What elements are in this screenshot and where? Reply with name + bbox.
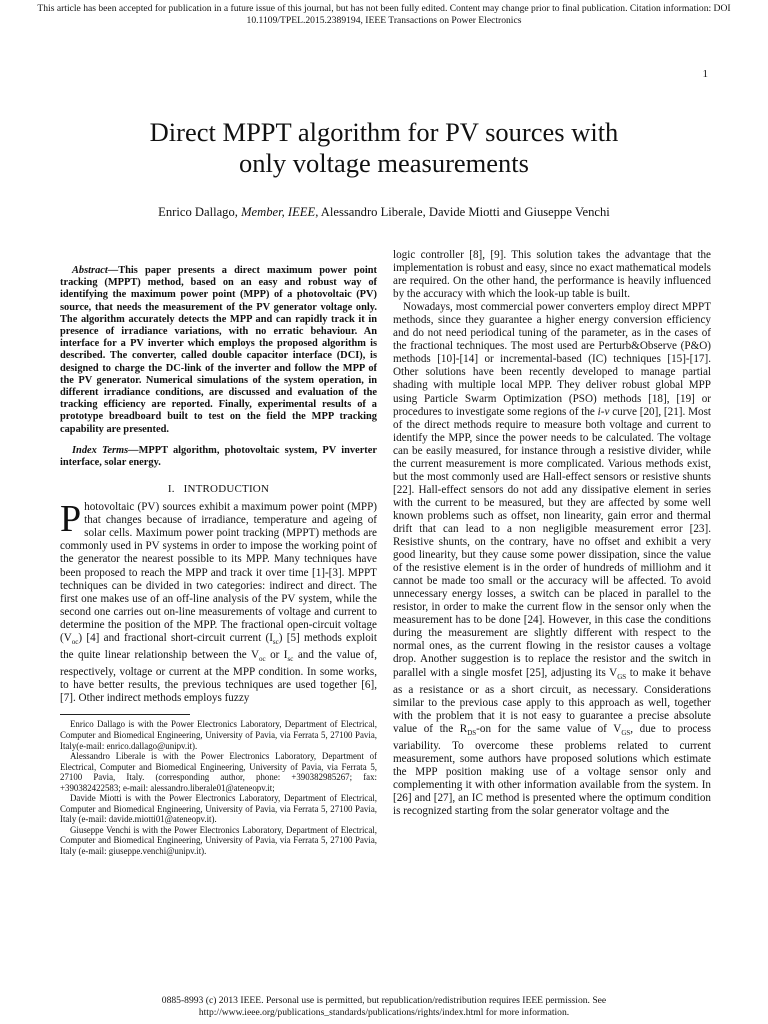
copyright-footer <box>0 995 768 1019</box>
intro-paragraph <box>60 498 378 705</box>
copyright-line1: 0885-8993 (c) 2013 IEEE. Personal use is permitted, but republication/redistribution requires IEEE permission. See <box>161 995 607 1006</box>
index-terms <box>60 445 377 469</box>
index-terms-text: —MPPT algorithm, photovoltaic system, PV inverter interface, solar energy. <box>60 444 377 469</box>
body-paragraph-1: logic controller [8], [9]. This solution takes the advantage that the implementation is robust and easy, since no exact mathematical models are required. On the other hand, the performance is heavily influenced by the accuracy with which the look-up table is built. <box>393 249 711 301</box>
body-text-2: curve [20], [21]. Most of the direct methods require to measure both voltage and current to identify the MPP, since the power needs to be calculated. The voltage can be easily measured, for instance through a resistive divider, while the current measurement is more complicated. Various methods exist, but the most commonly used are Hall-effect sensors or resistive shunts [22]. Hall-effect sensors do not add any dissipative element in series with the current to be measured, but they are affected by some well known problems such as offset, non linearity, gain error and thermal drift that can lead to a non negligible measurement error [23]. Resistive shunts, on the contrary, have no offset and exhibit a very good linearity, but they cause some power dissipation, since the value of the resistive element is in the order of hundreds of milliohm and it cannot be made too small or the accuracy will be affected. To avoid unnecessary energy losses, a switch can be placed in parallel to the resistor, in order to make the current flow in the sensor only when the measurement has to be done [24]. However, in this case the conditions during the measurement are slightly different with respect to the normal ones, as the current flowing in the resistor causes a voltage drop. Another suggestion is to replace the resistor and the switch in parallel with a single mosfet [25], adjusting its V <box>393 405 711 679</box>
body-text-5: , due to process variability. To overcome these problems related to current measurement, some authors have proposed solutions which estimate the MPP position making use of a voltage sensor only and complementing it with other information available from the system. In [26] and [27], an IC method is presented where the optimum condition is recognized starting from the solar generator voltage and the <box>393 722 711 818</box>
publication-notice-line1: This article has been accepted for publication in a future issue of this journal, but has not been fully edited. Content may change prior to final publication. Citation information: DOI <box>37 3 731 14</box>
subscript-sc: sc <box>272 637 279 646</box>
section-title-initial: I <box>183 483 188 496</box>
footnote-venchi: Giuseppe Venchi is with the Power Electronics Laboratory, Department of Electrical, Computer and Biomedical Engineering, University of Pavia, via Ferrata 5, 27100 Pavia, Italy (e-mail: giuseppe.venchi@unipv.it). <box>60 824 377 856</box>
subscript-gs-2: GS <box>621 729 631 738</box>
abstract-text: —This paper presents a direct maximum power point tracking (MPPT) method, based on an easy and robust way of identifying the maximum power point (MPP) of a photovoltaic (PV) source, that needs the measurement of the PV generator voltage only. The algorithm accurately detects the MPP and can rapidly track it in presence of irradiance variations, with no erratic behaviour. An interface for a PV inverter which employs the proposed algorithm is described. The converter, called double capacitor interface (DCI), is designed to charge the DC-link of the inverter and follow the MPP of the PV generator. Numerical simulations of the system operation, in different irradiance conditions, are discussed and evaluation of the tracking efficiency are reported. Finally, experimental results of a prototype breadboard built to test on the field the MPP tracking capability are presented. <box>60 265 377 435</box>
subscript-gs: GS <box>617 672 627 681</box>
section-numeral: I. <box>167 483 175 496</box>
subscript-ds: DS <box>467 729 477 738</box>
author-lead: Enrico Dallago, <box>158 205 242 219</box>
footnote-liberale: Alessandro Liberale is with the Power Electronics Laboratory, Department of Electrical, Computer and Biomedical Engineering, University of Pavia, via Ferrata 5, 27100 Pavia, Italy. (corresponding author, phone: +390382985267; fax: +390382422583; e-mail: alessandro.liberale01@ateneopv.it; <box>60 751 377 793</box>
subscript-oc: oc <box>71 637 79 646</box>
abstract <box>60 265 377 436</box>
page-number: 1 <box>702 68 708 80</box>
body-paragraph-2 <box>393 301 711 818</box>
intro-text-3: ) [5] methods exploit the quite linear relationship between the V <box>60 631 377 662</box>
paper-title-line2: only voltage measurements <box>239 148 529 178</box>
intro-text-2: ) [4] and fractional short-circuit current (I <box>78 631 273 644</box>
publication-notice-line2: 10.1109/TPEL.2015.2389194, IEEE Transactions on Power Electronics <box>246 15 522 26</box>
body-text-1: Nowadays, most commercial power converters employ direct MPPT methods, since they guarantee a higher energy conversion efficiency and do not need periodical tuning of the parameter, as in the cases of the fractional techniques. The most used are Perturb&Observe (P&O) methods [10]-[14] or incremental-based (IC) techniques [15]-[17]. Other solutions have been recently developed to manage partial shading with multiple local MPP. They deliver robust global MPP using Particle Swarm Optimization (PSO) methods [18], [19] or procedures to investigate some regions of the <box>393 301 711 418</box>
paper-title-line1: Direct MPPT algorithm for PV sources with <box>149 117 619 147</box>
iv-curve-term: i-v <box>597 405 610 418</box>
section-title-rest: NTRODUCTION <box>187 483 270 496</box>
subscript-sc-2: sc <box>287 655 294 664</box>
author-list <box>0 205 768 220</box>
intro-text-1: hotovoltaic (PV) sources exhibit a maximum power point (MPP) that changes because of irradiance, temperature and ageing of solar cells. Maximum power point tracking (MPPT) methods are commonly used in PV systems in order to impose the working point of the generator the nearest possible to its MPP. Many techniques have been proposed to reach the MPP and track it over time [1]-[3]. MPPT techniques can be divided in two categories: indirect and direct. The first one makes use of an off-line analysis of the PV system, while the second one carries out on-line measurements of voltage and current to determine the position of the MPP. The fractional open-circuit voltage (V <box>60 501 377 644</box>
index-terms-label: Index Terms <box>72 444 129 456</box>
left-column <box>60 265 377 857</box>
intro-text-5: and the value of, respectively, voltage or current at the MPP condition. In some works, to have better results, the previous techniques are used together [6], [7]. Other indirect methods employs fuzzy <box>60 649 378 705</box>
copyright-line2: http://www.ieee.org/publications_standards/publications/rights/index.html for more information. <box>198 1007 570 1018</box>
section-heading-introduction <box>60 483 377 496</box>
drop-cap: P <box>60 498 82 541</box>
intro-text-4: or I <box>265 649 288 662</box>
subscript-oc-2: oc <box>259 655 266 664</box>
right-column <box>393 249 711 818</box>
footnote-miotti: Davide Miotti is with the Power Electronics Laboratory, Department of Electrical, Computer and Biomedical Engineering, University of Pavia, via Ferrata 5, 27100 Pavia, Italy (e-mail: davide.miotti01@ateneopv.it). <box>60 793 377 825</box>
paper-title <box>0 117 768 179</box>
abstract-label: Abstract <box>72 265 108 276</box>
publication-notice <box>0 3 768 27</box>
footnote-divider <box>60 714 190 715</box>
body-text-4: -on for the same value of V <box>476 722 622 735</box>
body-text-3: to make it behave as a resistance or as a short circuit, as necessary. Considerations similar to the previous case apply to this approach as well, together with the problem that it is not easy to guarantee a precise absolute value of the R <box>393 666 712 735</box>
footnote-dallago: Enrico Dallago is with the Power Electronics Laboratory, Department of Electrical, Computer and Biomedical Engineering, University of Pavia, via Ferrata 5, 27100 Pavia, Italy(e-mail: enrico.dallago@unipv.it). <box>60 719 377 751</box>
author-membership: Member, IEEE <box>241 205 316 219</box>
author-rest: , Alessandro Liberale, Davide Miotti and Giuseppe Venchi <box>315 205 610 219</box>
